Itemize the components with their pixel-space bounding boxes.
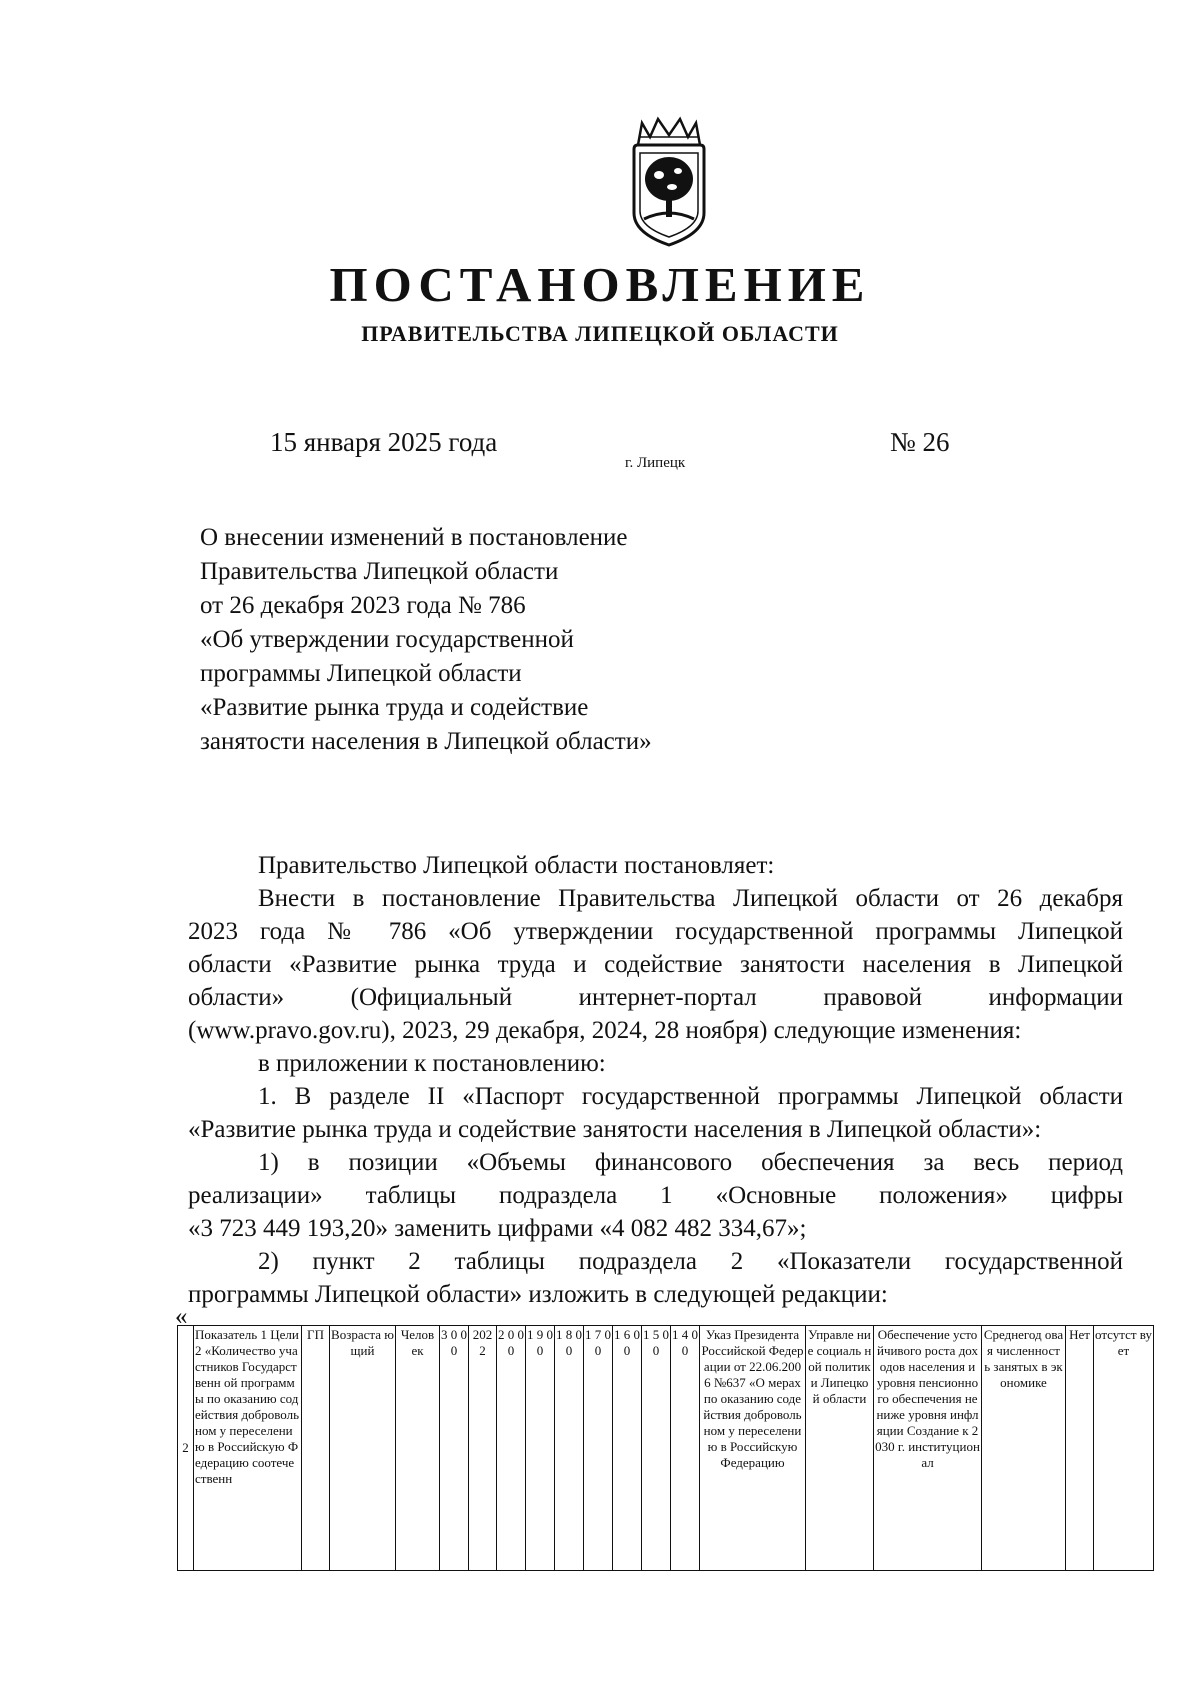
body-paragraph-intro: Правительство Липецкой области постановляет: xyxy=(258,852,775,879)
body-line: области» (Официальный интернет-портал правовой информации xyxy=(188,984,1123,1011)
department-cell: Управле ние социаль ной политик и Липецко й области xyxy=(806,1326,874,1571)
value-cell: 2 0 00 xyxy=(497,1326,526,1571)
document-number: № 26 xyxy=(890,427,950,457)
heading-line: О внесении изменений в постановление xyxy=(200,524,628,551)
decree-cell: Указ Президента Российской Федерации от 22.06.2006 №637 «О мерах по оказанию содействия добровольном у переселению в Российскую Федерацию xyxy=(700,1326,806,1571)
document-city: г. Липецк xyxy=(625,455,686,471)
value-cell: 202 2 xyxy=(469,1326,497,1571)
heading-line: «Об утверждении государственной xyxy=(200,626,574,653)
document-date: 15 января 2025 года xyxy=(270,427,498,457)
body-paragraph-subitem-2 xyxy=(188,1245,1123,1311)
value-cell: 1 9 00 xyxy=(526,1326,555,1571)
heading-line: от 26 декабря 2023 года № 786 xyxy=(200,592,526,619)
heading-line: занятости населения в Липецкой области» xyxy=(200,728,652,755)
value-cell: 1 6 00 xyxy=(613,1326,642,1571)
body-line: 1. В разделе II «Паспорт государственной программы Липецкой области xyxy=(258,1083,1123,1110)
row-number-cell: 2 xyxy=(178,1326,194,1571)
body-paragraph-subitem-1 xyxy=(188,1146,1123,1245)
table-row xyxy=(178,1326,1154,1571)
body-line: 2) пункт 2 таблицы подраздела 2 «Показатели государственной xyxy=(258,1248,1123,1275)
growth-cell: Возраста ющий xyxy=(330,1326,396,1571)
coat-of-arms-emblem xyxy=(628,115,710,250)
no-cell: Нет xyxy=(1066,1326,1094,1571)
heading-line: Правительства Липецкой области xyxy=(200,558,559,585)
heading-line: программы Липецкой области xyxy=(200,660,522,687)
body-line: 1) в позиции «Объемы финансового обеспечения за весь период xyxy=(258,1149,1123,1176)
body-line: реализации» таблицы подраздела 1 «Основные положения» цифры xyxy=(188,1182,1123,1209)
body-paragraph-appendix: в приложении к постановлению: xyxy=(258,1050,606,1077)
indicator-cell: Показатель 1 Цели 2 «Количество участников Государственн ой программы по оказанию содействия добровольном у переселению в Российскую Федерацию соотечественн xyxy=(194,1326,302,1571)
body-line: «3 723 449 193,20» заменить цифрами «4 082 482 334,67»; xyxy=(188,1215,807,1242)
gp-cell: ГП xyxy=(302,1326,330,1571)
body-line: программы Липецкой области» изложить в следующей редакции: xyxy=(188,1281,888,1308)
average-cell: Среднегод овая численност ь занятых в экономике xyxy=(982,1326,1066,1571)
body-line: 2023 года № 786 «Об утверждении государственной программы Липецкой xyxy=(188,918,1123,945)
absent-cell: отсутст вует xyxy=(1094,1326,1154,1571)
opening-quote: « xyxy=(175,1303,188,1330)
document-heading xyxy=(200,521,800,759)
body-line: (www.pravo.gov.ru), 2023, 29 декабря, 2024, 28 ноября) следующие изменения: xyxy=(188,1017,1022,1044)
value-cell: 1 7 00 xyxy=(584,1326,613,1571)
value-cell: 3 0 00 xyxy=(440,1326,469,1571)
body-line: области «Развитие рынка труда и содействие занятости населения в Липецкой xyxy=(188,951,1123,978)
heading-line: «Развитие рынка труда и содействие xyxy=(200,694,589,721)
value-cell: 1 8 00 xyxy=(555,1326,584,1571)
body-paragraph-amendment xyxy=(188,882,1123,1047)
document-title: ПОСТАНОВЛЕНИЕ xyxy=(329,257,871,312)
indicators-table xyxy=(177,1325,1154,1571)
body-line: Внести в постановление Правительства Липецкой области от 26 декабря xyxy=(258,885,1123,912)
issuer-subtitle: ПРАВИТЕЛЬСТВА ЛИПЕЦКОЙ ОБЛАСТИ xyxy=(361,321,839,346)
value-cell: 1 5 00 xyxy=(642,1326,671,1571)
value-cell: 1 4 00 xyxy=(671,1326,700,1571)
unit-cell: Челов ек xyxy=(396,1326,440,1571)
body-line: «Развитие рынка труда и содействие занятости населения в Липецкой области»: xyxy=(188,1116,1042,1143)
body-paragraph-item-1 xyxy=(188,1080,1123,1146)
goal-cell: Обеспечение устойчивого роста доходов населения и уровня пенсионного обеспечения не ниже уровня инфляции Создание к 2030 г. институционал xyxy=(874,1326,982,1571)
